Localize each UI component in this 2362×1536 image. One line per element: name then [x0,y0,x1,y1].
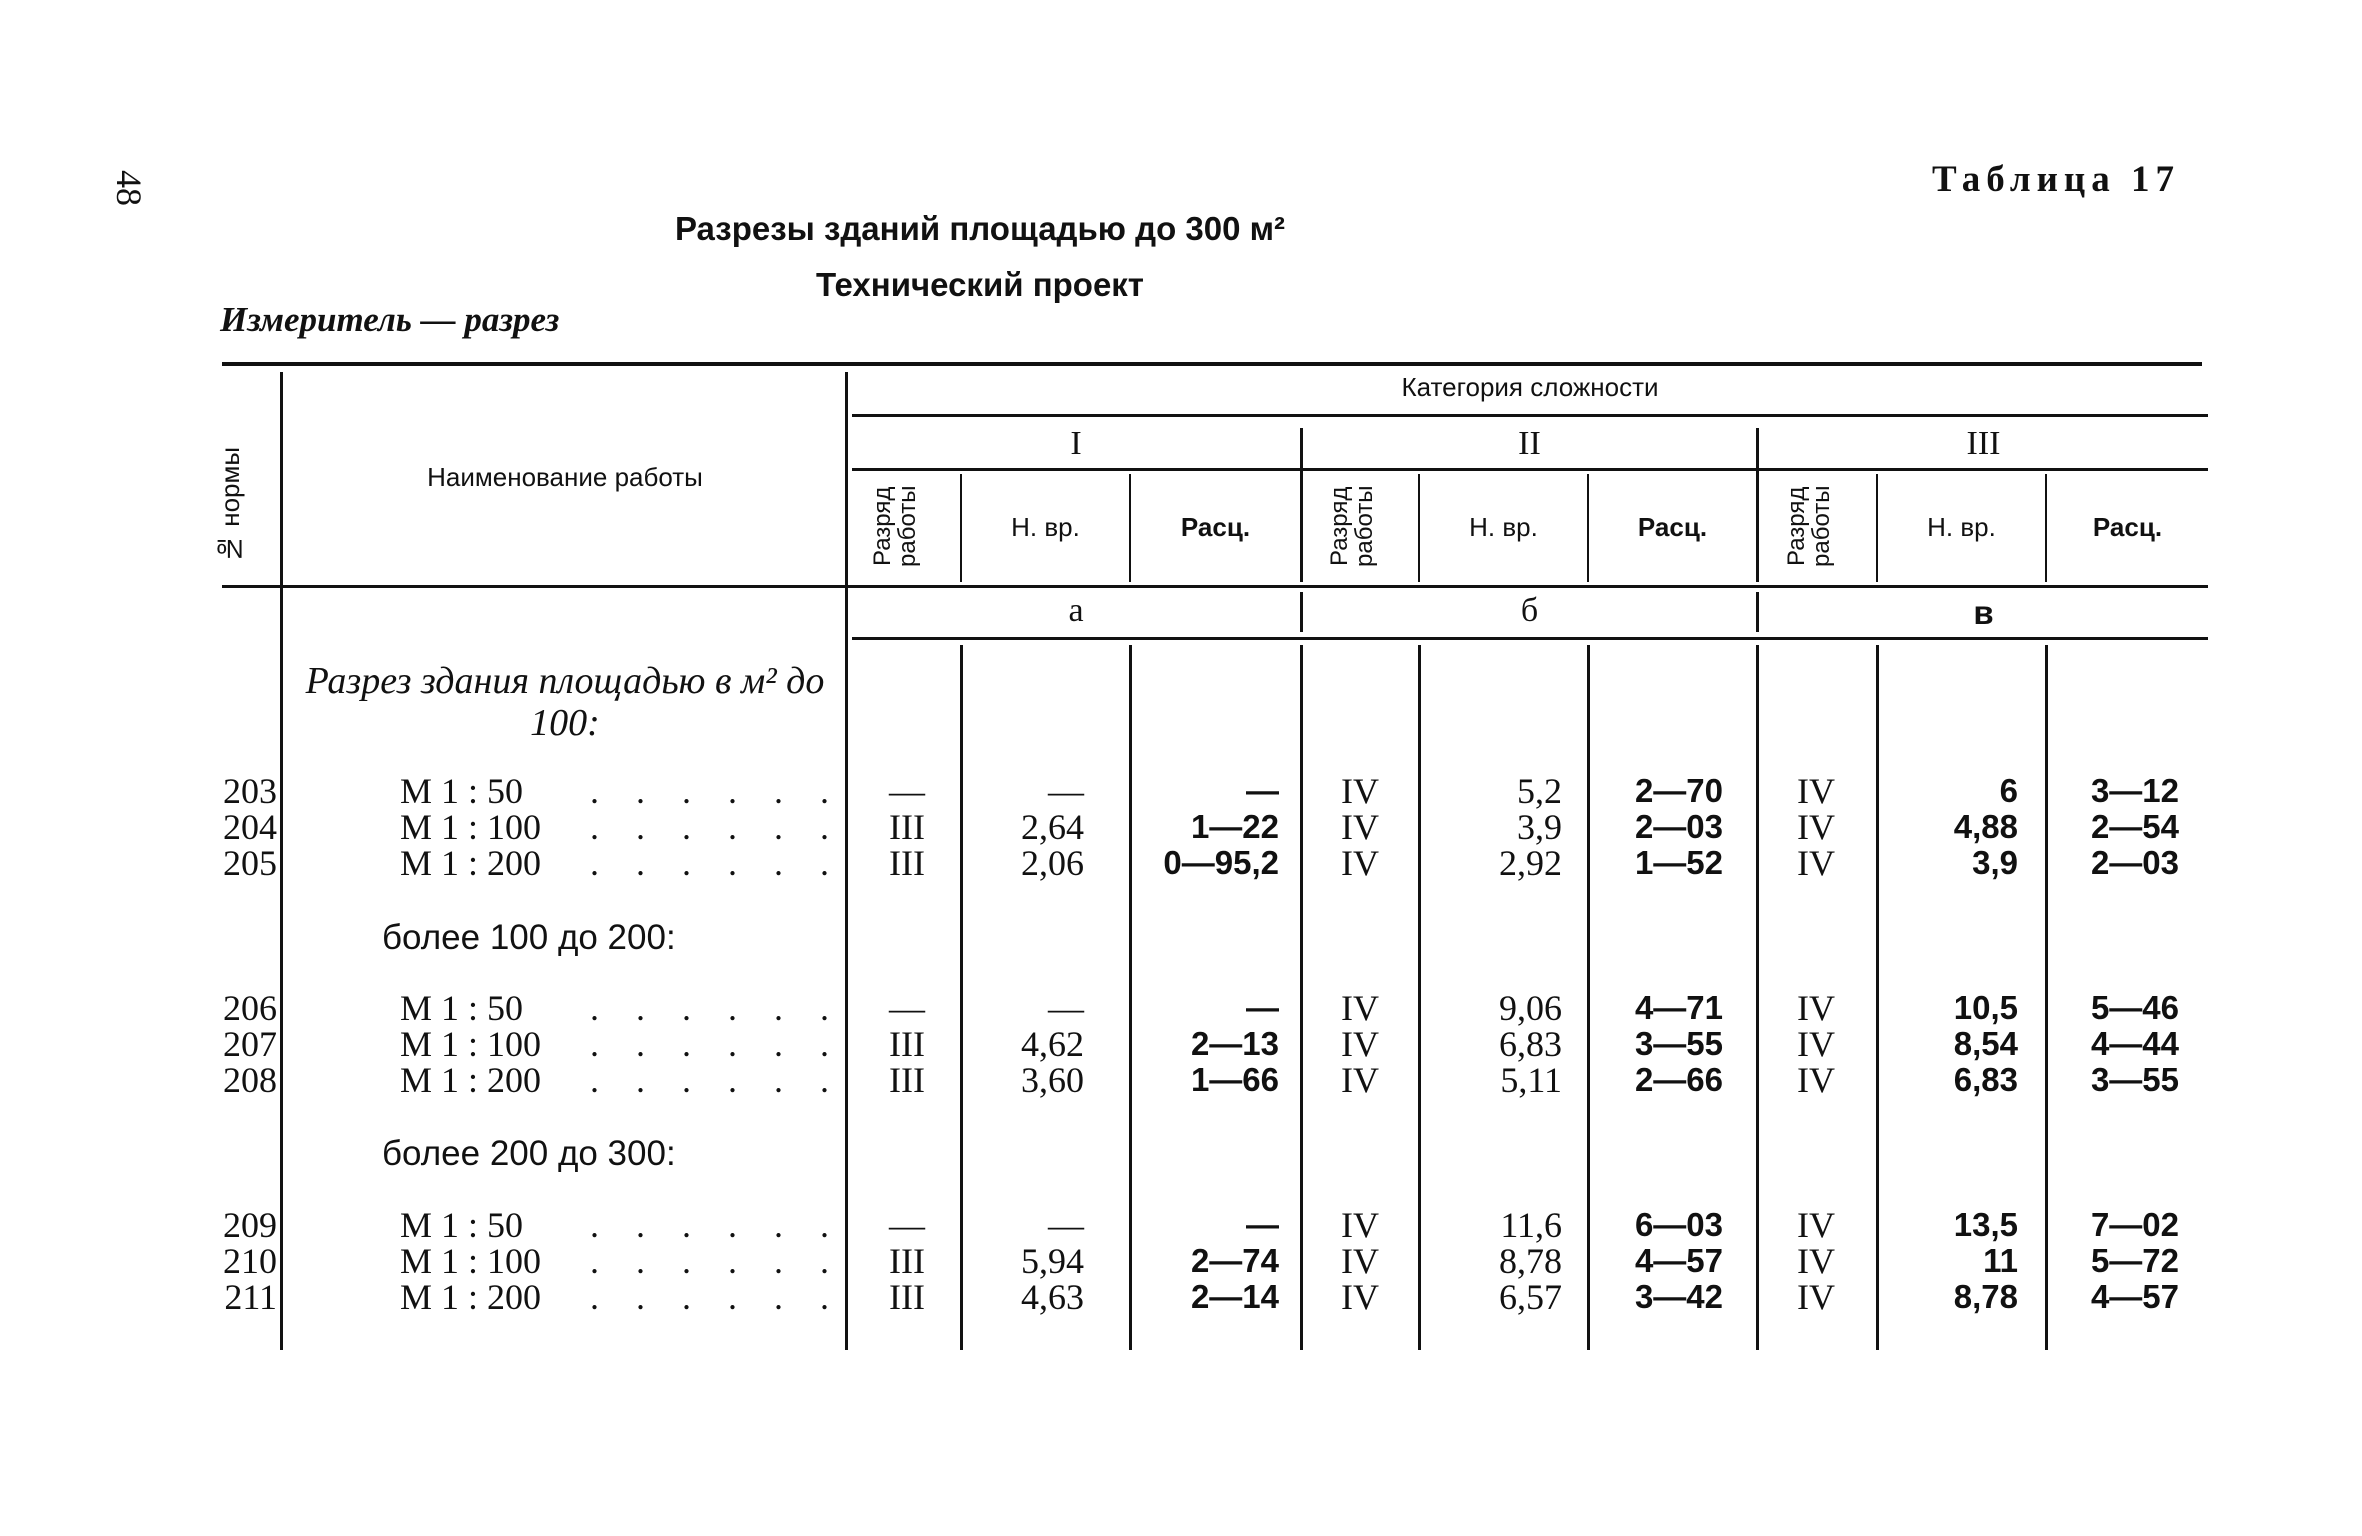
leader-dots: . . . . . . [590,1241,843,1281]
header-rank-2: Разряд работы [1326,485,1378,567]
rank-cell: IV [1797,843,1835,883]
rank-cell: IV [1341,1277,1379,1317]
rank-cell: IV [1797,1241,1835,1281]
rate-cell: 1—52 [1634,844,1723,881]
section-title-2: более 100 до 200: [382,918,676,957]
rank-cell: IV [1797,771,1835,811]
rank-cell: IV [1797,988,1835,1028]
rank-cell: IV [1797,1277,1835,1317]
hours-cell: 3,9 [1517,807,1562,847]
hours-cell: 8,78 [1953,1278,2018,1315]
hours-cell: 3,60 [1021,1060,1084,1100]
page-number: 48 [109,170,149,206]
rank-cell: IV [1797,1060,1835,1100]
work-scale: М 1 : 200 [400,843,542,883]
norm-number: 209 [223,1205,277,1245]
rate-cell: 4—57 [2090,1278,2179,1315]
rate-cell: 2—14 [1190,1278,1279,1315]
rank-cell: IV [1341,807,1379,847]
rate-cell: 1—66 [1190,1061,1279,1098]
rank-cell: IV [1341,771,1379,811]
section-title-1: Разрез здания площадью в м² до 100: [305,660,825,744]
letter-v: в [1973,594,1994,631]
hours-cell: 5,2 [1517,771,1562,811]
rank-cell: III [889,1060,925,1100]
rank-cell: IV [1797,1205,1835,1245]
norm-number: 203 [223,771,277,811]
hours-cell: 9,06 [1499,988,1562,1028]
group-rule [852,468,2208,471]
rate-cell: 3—12 [2090,772,2179,809]
rate-cell: — [1246,772,1279,809]
header-norm-no: № нормы [215,446,245,564]
norm-number: 204 [223,807,277,847]
rate-cell: 1—22 [1190,808,1279,845]
rate-cell: 3—55 [1634,1025,1723,1062]
measure-unit: Измеритель — разрез [220,300,560,339]
hours-cell: 3,9 [1972,844,2018,881]
rank-cell: IV [1341,1060,1379,1100]
leader-dots: . . . . . . [590,988,843,1028]
rank-cell: — [889,988,925,1028]
work-scale: М 1 : 200 [400,1277,542,1317]
header-group-1: I [1070,425,1082,462]
rank-cell: — [889,1205,925,1245]
table-subtitle: Технический проект [816,266,1144,303]
hours-cell: 4,88 [1953,808,2018,845]
rank-cell: IV [1797,807,1835,847]
hours-cell: 2,92 [1499,843,1562,883]
norm-number: 208 [223,1060,277,1100]
hours-cell: 10,5 [1953,989,2018,1026]
rate-cell: — [1246,1206,1279,1243]
leader-dots: . . . . . . [590,1277,843,1317]
col-rule-body-g1 [1300,645,1303,1350]
header-rank-1: Разряд работы [869,485,921,567]
rank-cell: IV [1797,1024,1835,1064]
hours-cell: 6,83 [1953,1061,2018,1098]
leader-dots: . . . . . . [590,807,843,847]
hours-cell: 5,11 [1500,1060,1562,1100]
hours-cell: 8,54 [1953,1025,2018,1062]
letter-a: а [1068,592,1084,629]
rate-cell: 2—70 [1634,772,1723,809]
header-bottom-rule [222,585,2208,588]
norm-number: 205 [223,843,277,883]
hours-cell: 2,64 [1021,807,1084,847]
hours-cell: 8,78 [1499,1241,1562,1281]
category-rule [852,414,2208,417]
leader-dots: . . . . . . [590,1205,843,1245]
rank-cell: IV [1341,1205,1379,1245]
header-rate-1: Расц. [1180,512,1251,542]
rate-cell: 7—02 [2090,1206,2179,1243]
header-hours-3: Н. вр. [1927,512,1996,542]
header-group-3: III [1966,425,2001,462]
hours-cell: — [1048,1205,1084,1245]
hours-cell: 6 [1999,772,2018,809]
letters-rule [852,637,2208,640]
rank-cell: III [889,1277,925,1317]
rate-cell: 2—74 [1190,1242,1279,1279]
col-rule-name [845,372,848,1350]
rate-cell: 0—95,2 [1163,844,1279,881]
rank-cell: IV [1341,988,1379,1028]
rate-cell: 4—71 [1634,989,1723,1026]
rank-cell: — [889,771,925,811]
col-rule-norm [280,372,283,1350]
rate-cell: 2—66 [1634,1061,1723,1098]
header-hours-1: Н. вр. [1011,512,1080,542]
work-scale: М 1 : 100 [400,1024,542,1064]
hours-cell: 4,62 [1021,1024,1084,1064]
rank-cell: III [889,843,925,883]
rate-cell: 5—72 [2090,1242,2179,1279]
leader-dots: . . . . . . [590,771,843,811]
leader-dots: . . . . . . [590,1060,843,1100]
rate-cell: 3—55 [2090,1061,2179,1098]
hours-cell: 11,6 [1500,1205,1562,1245]
header-rate-2: Расц. [1637,512,1708,542]
col-rule-body-g2 [1756,645,1759,1350]
leader-dots: . . . . . . [590,843,843,883]
norm-number: 207 [223,1024,277,1064]
rank-cell: IV [1341,1024,1379,1064]
hours-cell: — [1048,988,1084,1028]
hours-cell: — [1048,771,1084,811]
work-scale: М 1 : 50 [400,988,524,1028]
work-scale: М 1 : 100 [400,1241,542,1281]
section-title-3: более 200 до 300: [382,1134,676,1173]
rate-cell: 2—03 [2090,844,2179,881]
rate-cell: 5—46 [2090,989,2179,1026]
rank-cell: III [889,1024,925,1064]
hours-cell: 2,06 [1021,843,1084,883]
hours-cell: 13,5 [1953,1206,2018,1243]
norm-number: 210 [223,1241,277,1281]
work-scale: М 1 : 50 [400,1205,524,1245]
table-top-rule [222,362,2202,366]
norm-number: 211 [224,1277,277,1317]
rate-cell: 4—44 [2090,1025,2179,1062]
header-hours-2: Н. вр. [1469,512,1538,542]
header-work-name: Наименование работы [427,462,703,492]
work-scale: М 1 : 50 [400,771,524,811]
rate-cell: 3—42 [1634,1278,1723,1315]
rank-cell: IV [1341,843,1379,883]
rate-cell: 4—57 [1634,1242,1723,1279]
rate-cell: — [1246,989,1279,1026]
hours-cell: 5,94 [1021,1241,1084,1281]
work-scale: М 1 : 100 [400,807,542,847]
work-scale: М 1 : 200 [400,1060,542,1100]
hours-cell: 6,57 [1499,1277,1562,1317]
header-rate-3: Расц. [2092,512,2163,542]
hours-cell: 6,83 [1499,1024,1562,1064]
rate-cell: 2—54 [2090,808,2179,845]
rate-cell: 2—03 [1634,808,1723,845]
rate-cell: 6—03 [1634,1206,1723,1243]
header-group-2: II [1518,425,1541,462]
table-title: Разрезы зданий площадью до 300 м² [674,210,1286,247]
table-label: Таблица 17 [1932,159,2180,200]
leader-dots: . . . . . . [590,1024,843,1064]
header-rank-3: Разряд работы [1783,485,1835,567]
hours-cell: 4,63 [1021,1277,1084,1317]
rank-cell: III [889,1241,925,1281]
hours-cell: 11 [1983,1242,2018,1279]
rank-cell: III [889,807,925,847]
letter-b: б [1520,592,1539,629]
header-category: Категория сложности [1401,372,1659,402]
rate-cell: 2—13 [1190,1025,1279,1062]
norm-number: 206 [223,988,277,1028]
rank-cell: IV [1341,1241,1379,1281]
